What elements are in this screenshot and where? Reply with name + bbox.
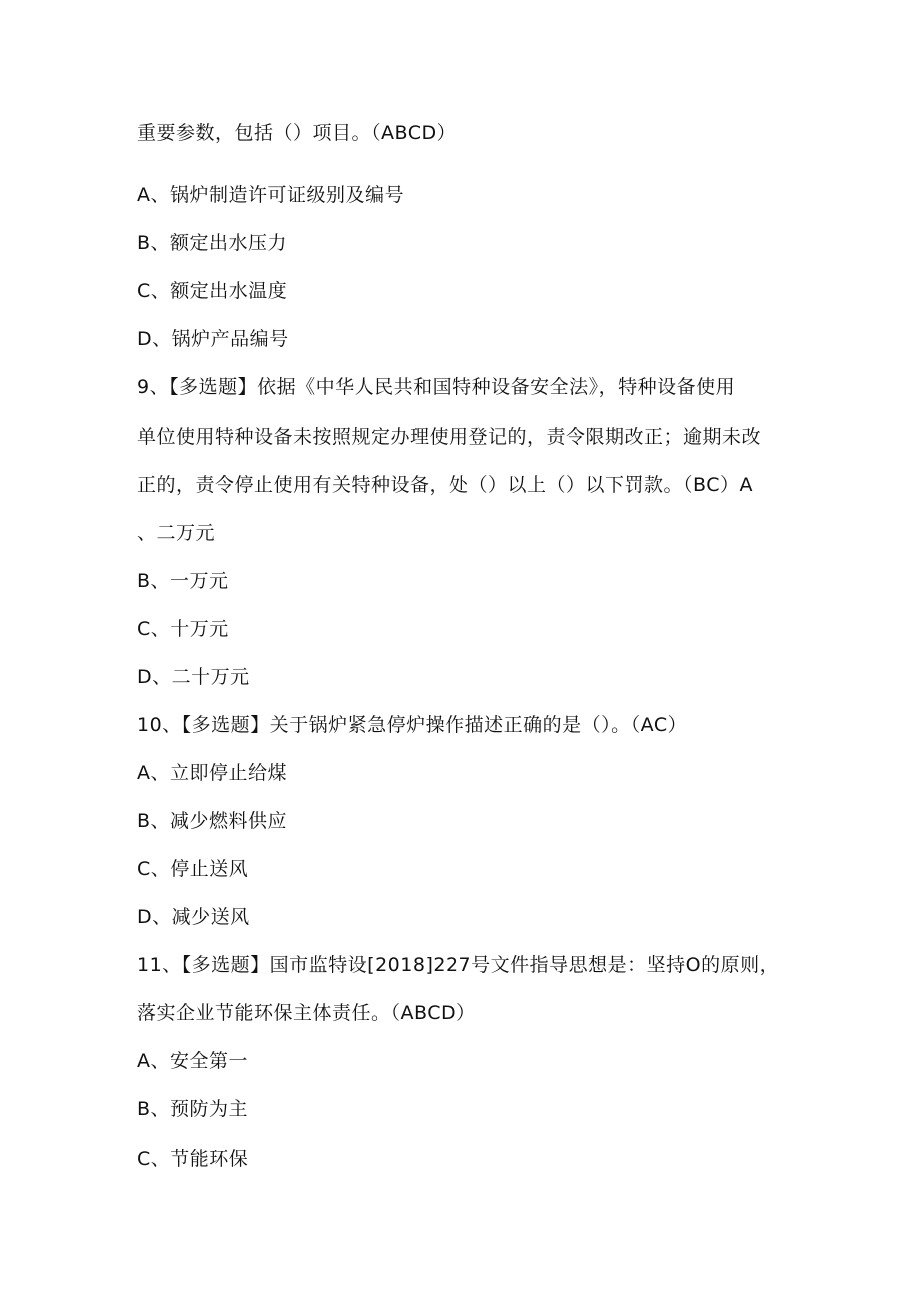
question-10-option-a: A、立即停止给煤 — [137, 762, 287, 784]
question-9-stem-line-2: 单位使用特种设备未按照规定办理使用登记的，责令限期改正；逾期未改 — [137, 426, 762, 448]
question-11-option-b: B、预防为主 — [137, 1098, 249, 1120]
question-8-option-c: C、额定出水温度 — [137, 280, 288, 302]
question-11-stem-line-2: 落实企业节能环保主体责任。（ABCD） — [137, 1002, 476, 1024]
question-9-option-b: B、一万元 — [137, 570, 229, 592]
question-8-stem-end: 重要参数，包括（）项目。（ABCD） — [137, 122, 457, 144]
question-10-option-d: D、减少送风 — [137, 906, 250, 928]
question-9-option-d: D、二十万元 — [137, 666, 250, 688]
question-9-stem-line-3: 正的，责令停止使用有关特种设备，处（）以上（）以下罚款。（BC）A — [137, 474, 753, 496]
question-8-option-d: D、锅炉产品编号 — [137, 328, 289, 350]
question-10-stem: 10、【多选题】关于锅炉紧急停炉操作描述正确的是（）。（AC） — [137, 714, 688, 736]
question-11-option-c: C、节能环保 — [137, 1148, 249, 1170]
question-8-option-a: A、锅炉制造许可证级别及编号 — [137, 184, 404, 206]
question-8-option-b: B、额定出水压力 — [137, 232, 288, 254]
question-11-stem-line-1: 11、【多选题】国市监特设[2018]227号文件指导思想是：坚持O的原则， — [137, 954, 780, 976]
question-11-option-a: A、安全第一 — [137, 1050, 248, 1072]
question-9-stem-line-1: 9、【多选题】依据《中华人民共和国特种设备安全法》，特种设备使用 — [137, 376, 736, 398]
question-10-option-c: C、停止送风 — [137, 858, 249, 880]
question-10-option-b: B、减少燃料供应 — [137, 810, 288, 832]
question-9-option-c: C、十万元 — [137, 618, 229, 640]
question-9-option-a: 、二万元 — [137, 522, 216, 544]
